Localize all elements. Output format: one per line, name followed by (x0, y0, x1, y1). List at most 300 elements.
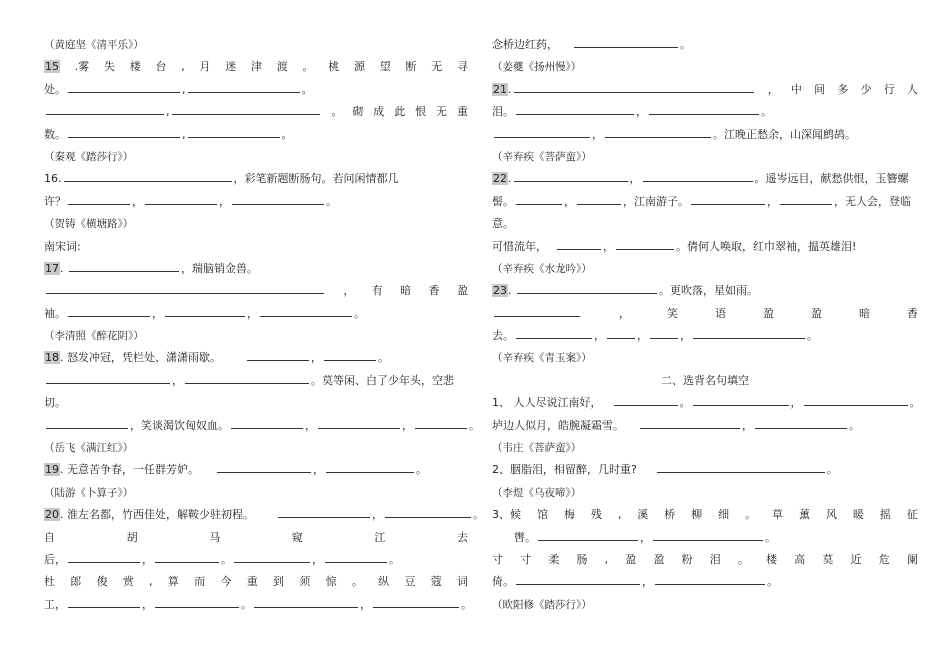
spaced-char: 粉 (681, 552, 693, 566)
spaced-char: 寸 (520, 552, 532, 566)
answer-blank[interactable] (514, 81, 754, 93)
answer-blank[interactable] (46, 103, 164, 115)
q20-text: 工， (44, 597, 66, 611)
q23-text: ， (680, 329, 691, 343)
spaced-char: 莫 (822, 552, 834, 566)
s3-text: 。 (765, 530, 776, 544)
q16-number: 16. (44, 172, 62, 186)
answer-blank[interactable] (172, 103, 320, 115)
spaced-char: 柔 (548, 552, 560, 566)
spaced-char: 暗 (859, 306, 870, 320)
q21-text: ， (636, 105, 647, 119)
q16-line1 (44, 168, 468, 190)
spaced-char: 少 (860, 82, 872, 96)
answer-blank[interactable] (232, 193, 324, 205)
answer-blank[interactable] (373, 596, 459, 608)
q18-text: ，笑谈渴饮匈奴血。 (130, 418, 229, 432)
q17-text: ， (152, 306, 163, 320)
answer-blank[interactable] (278, 506, 370, 518)
left-column (44, 34, 484, 616)
answer-blank[interactable] (217, 461, 311, 473)
answer-blank[interactable] (46, 417, 128, 429)
s1-text: ， (790, 396, 802, 410)
spaced-char: 。 (745, 508, 757, 522)
q20-text: 。 (473, 508, 484, 522)
q17-text: 。 (354, 306, 365, 320)
q16-text: ， (132, 194, 143, 208)
answer-blank[interactable] (260, 305, 352, 317)
q15-text: 。 (301, 82, 313, 96)
spaced-char: 近 (850, 552, 862, 566)
spaced-char: 有 (371, 284, 383, 298)
q17-text: ，瑞脑销金兽。 (181, 261, 258, 275)
source-qingpingle: （黄庭坚《清平乐》） (44, 39, 144, 51)
spaced-char: 迷 (225, 60, 237, 74)
spaced-char: 寻 (457, 60, 468, 74)
spaced-char: 柳 (691, 508, 703, 522)
spaced-char: .雾 (74, 60, 90, 74)
q18-line1 (44, 347, 468, 369)
spaced-char: 语 (715, 306, 726, 320)
s2-line (492, 459, 918, 481)
spaced-char: 摇 (879, 508, 891, 522)
spaced-char: 间 (814, 82, 826, 96)
q22-text: ，江南游子。 (623, 194, 689, 208)
spaced-char: 失 (104, 60, 115, 74)
q18-text: 。莫等闲、白了少年头，空悲 (311, 373, 454, 387)
spaced-char: 香 (907, 306, 918, 320)
q17-line3 (44, 303, 468, 325)
s3-text: ， (642, 575, 653, 589)
s3-line1 (492, 504, 918, 526)
spaced-char: 笑 (667, 306, 678, 320)
q23-text: ， (594, 329, 605, 343)
answer-blank[interactable] (614, 394, 678, 406)
spaced-char: 今 (220, 575, 232, 589)
q15-line1 (44, 56, 468, 78)
q20-text: ， (360, 597, 371, 611)
spaced-char: 津 (251, 60, 262, 74)
source-wuyeti: （李煜《乌夜啼》） (492, 486, 582, 499)
spaced-char: 赏 (122, 575, 134, 589)
s1-text: 。 (909, 396, 921, 410)
q23-text: 。 (807, 329, 818, 343)
q15-text: 处。 (44, 82, 66, 96)
spaced-char: 蔻 (430, 575, 442, 589)
q20-text: 念桥边红药， (492, 38, 558, 51)
spaced-char: 而 (194, 575, 206, 589)
spaced-char: 郎 (70, 575, 82, 589)
answer-blank[interactable] (538, 529, 638, 541)
s1-text: 垆边人似月，皓腕凝霜雪。 (492, 418, 624, 432)
spaced-char: 断 (405, 60, 417, 74)
q21-text: 。 (761, 105, 772, 119)
q23-line3 (492, 325, 918, 347)
answer-blank[interactable] (185, 372, 309, 384)
q22-text: 可惜流年， (492, 239, 547, 253)
spaced-char: 胡 (126, 530, 138, 544)
q18-text: ， (172, 373, 183, 387)
q23-line2 (492, 303, 918, 325)
answer-blank[interactable] (155, 551, 219, 563)
q19-text: . 无意苦争春，一任群芳妒。 (60, 463, 199, 477)
spaced-char: 自 (44, 530, 55, 544)
spaced-char: 盈 (811, 306, 822, 320)
spaced-char: 重 (456, 105, 468, 119)
q22-text: 。倩何人唤取，红巾翠袖，揾英雄泪! (676, 239, 857, 253)
q16-text: ， (219, 194, 230, 208)
spaced-char: 源 (354, 60, 365, 74)
q22-line2 (492, 191, 918, 213)
q17-text: ， (247, 306, 258, 320)
spaced-char: 桥 (664, 508, 676, 522)
q19-text: ， (313, 463, 324, 477)
answer-blank[interactable] (516, 327, 592, 339)
spaced-char: 中 (790, 82, 802, 96)
q23-text: 。更吹落，星如雨。 (659, 284, 758, 298)
spaced-char: 梅 (563, 508, 575, 522)
answer-blank[interactable] (68, 551, 140, 563)
answer-blank[interactable] (247, 349, 309, 361)
q20-line4 (44, 571, 468, 593)
q19-line (44, 459, 468, 481)
answer-blank[interactable] (605, 126, 711, 138)
s3-line4 (492, 571, 918, 593)
answer-blank[interactable] (68, 193, 130, 205)
q15-line4 (44, 124, 468, 146)
s1-line2 (492, 415, 918, 437)
spaced-char: 无 (431, 60, 443, 74)
q22-text: ， (564, 194, 575, 208)
q15-text: , (182, 82, 186, 96)
spaced-char: 暖 (852, 508, 864, 522)
q18-line3: 切。 (44, 396, 66, 410)
source-qingyuan: （辛弃疾《青玉案》） (492, 352, 592, 365)
q21-text: 。江晚正愁余，山深闻鹧鸪。 (713, 127, 856, 141)
spaced-char: 此 (394, 105, 406, 119)
spaced-char: 人 (906, 82, 918, 96)
q19-number: 19 (45, 463, 59, 477)
s1-text: 1、 人人尽说江南好， (492, 396, 602, 410)
answer-blank[interactable] (234, 551, 310, 563)
q23-text: ， (637, 329, 648, 343)
answer-blank[interactable] (324, 349, 376, 361)
spaced-char: 暗 (400, 284, 412, 298)
s1-text: ， (742, 418, 753, 432)
source-hengtanglu: （贺铸《横塘路》） (44, 218, 134, 231)
source-pusaman-wei: （韦庄《菩萨蛮》） (492, 442, 582, 455)
spaced-char: 词 (457, 575, 468, 589)
q16-text: ，彩笔新题断肠句。若问闲情都几 (233, 172, 399, 186)
spaced-char: 砌 (352, 105, 364, 119)
q20-text: 。 (241, 597, 252, 611)
answer-blank[interactable] (188, 126, 280, 138)
answer-blank[interactable] (607, 327, 635, 339)
answer-blank[interactable] (231, 417, 303, 429)
answer-blank[interactable] (165, 305, 245, 317)
q22-line4 (492, 236, 918, 258)
spaced-char: 寸 (492, 552, 503, 566)
q18-text: ， (305, 418, 316, 432)
q18-text: ， (311, 351, 322, 365)
s3-text: 倚。 (492, 575, 514, 589)
answer-blank[interactable] (577, 193, 621, 205)
q18-line2 (44, 370, 468, 392)
spaced-char: , (181, 60, 185, 74)
spaced-char: 盈 (763, 306, 774, 320)
spaced-char: 溪 (637, 508, 649, 522)
answer-blank[interactable] (68, 596, 140, 608)
q22-line3: 意。 (492, 217, 514, 231)
spaced-char: 盈 (456, 284, 468, 298)
answer-blank[interactable] (653, 529, 763, 541)
q15-text: 。 (281, 127, 293, 141)
answer-blank[interactable] (693, 327, 805, 339)
source-yangzhoumam: （姜夔《扬州慢》） (492, 61, 582, 74)
q23-text: 去。 (492, 329, 514, 343)
spaced-char: 月 (199, 60, 211, 74)
q20-line1 (44, 504, 484, 526)
spaced-char: 惊 (325, 575, 337, 589)
answer-blank[interactable] (693, 394, 789, 406)
answer-blank[interactable] (69, 260, 179, 272)
q22-line1: 22. ， 。遥岑远目，献愁供恨，玉簪螺 (493, 172, 909, 186)
q16-text: 许？ (44, 194, 66, 208)
q21-number: 21 (493, 82, 507, 96)
spaced-char: 行 (883, 82, 895, 96)
q20-text: ， (372, 508, 383, 522)
spaced-char: 马 (209, 530, 221, 544)
spaced-char: 馆 (536, 508, 548, 522)
answer-blank[interactable] (46, 372, 170, 384)
spaced-char: 台 (155, 60, 167, 74)
answer-blank[interactable] (691, 193, 765, 205)
answer-blank[interactable] (68, 126, 180, 138)
spaced-char: 豆 (404, 575, 416, 589)
q23-number: 23 (493, 284, 507, 298)
q21-text: ， (592, 127, 603, 141)
q17-line2 (44, 280, 468, 302)
q15-text: , (182, 127, 186, 141)
spaced-char: 征 (906, 508, 918, 522)
q19-text: 。 (416, 463, 427, 477)
q20-text: 。 (221, 552, 232, 566)
spaced-char: 算 (167, 575, 179, 589)
answer-blank[interactable] (415, 417, 467, 429)
spaced-char: 楼 (766, 552, 778, 566)
answer-blank[interactable] (655, 573, 765, 585)
answer-blank[interactable] (616, 238, 674, 250)
spaced-char: 去 (456, 530, 468, 544)
q17-text: 袖。 (44, 306, 66, 320)
answer-blank[interactable] (46, 282, 324, 294)
spaced-char: 望 (379, 60, 391, 74)
source-manjianghong: （岳飞《满江红》） (44, 442, 134, 455)
q20-line2 (44, 527, 468, 549)
answer-blank[interactable] (68, 81, 180, 93)
s3-text: 。 (767, 575, 778, 589)
q20-text: 。 (461, 597, 472, 611)
answer-blank[interactable] (755, 417, 847, 429)
source-tashaxing-ouyang: （欧阳修《踏莎行》） (492, 598, 592, 611)
q21-line2 (492, 101, 918, 123)
spaced-char: ， (343, 284, 355, 298)
answer-blank[interactable] (780, 193, 832, 205)
spaced-char: 杜 (44, 575, 55, 589)
q16-line2 (44, 191, 468, 213)
answer-blank[interactable] (650, 327, 678, 339)
s2-text: 2、胭脂泪，相留醉，几时重? (492, 463, 637, 477)
q22-text: ，无人会，登临 (834, 194, 911, 208)
right-column (492, 34, 921, 616)
spaced-char: 3、候 (492, 508, 521, 522)
section-nansong: 南宋词: (44, 239, 81, 253)
s3-text: 辔。 (514, 530, 536, 544)
spaced-char: 。 (351, 575, 363, 589)
spaced-char: 香 (428, 284, 440, 298)
answer-blank[interactable] (557, 238, 601, 250)
spaced-char: 阑 (906, 552, 918, 566)
spaced-char: 草 (772, 508, 784, 522)
s3-line2 (492, 527, 918, 549)
spaced-char: 。 (302, 60, 314, 74)
answer-blank[interactable] (68, 305, 150, 317)
spaced-char: 渡 (276, 60, 288, 74)
s1-text: 。 (679, 396, 691, 410)
spaced-char: 重 (246, 575, 258, 589)
answer-blank[interactable] (385, 506, 471, 518)
spaced-char: 多 (837, 82, 849, 96)
q20-text: 。 (389, 552, 400, 566)
answer-blank[interactable] (494, 305, 580, 317)
source-busuanzi: （陆游《卜算子》） (44, 486, 134, 499)
spaced-char: 恨 (415, 105, 427, 119)
answer-blank[interactable] (657, 461, 825, 473)
q15-number: 15 (45, 60, 59, 74)
answer-blank[interactable] (188, 81, 300, 93)
s3-line3 (492, 549, 918, 571)
q18-text: 。 (469, 418, 480, 432)
answer-blank[interactable] (574, 36, 678, 48)
q15-line3 (44, 101, 468, 123)
source-zuihuayin: （李清照《醉花阴》） (44, 330, 144, 343)
q17-line1: 17. ，瑞脑销金兽。 (45, 261, 258, 275)
q20-line5 (44, 594, 472, 616)
q20-text: ， (142, 597, 153, 611)
q18-text: . 怒发冲冠，凭栏处、潇潇雨歇。 (60, 351, 221, 365)
q22-number: 22 (493, 172, 507, 186)
section2-title: 二、选背名句填空 (661, 373, 749, 387)
answer-blank[interactable] (494, 126, 590, 138)
q22-text: 髻。 (492, 194, 514, 208)
q23-line1: 23. 。更吹落，星如雨。 (493, 284, 758, 298)
source-shuilongyin: （辛弃疾《水龙吟》） (492, 262, 592, 275)
spaced-char: 肠 (576, 552, 588, 566)
q18-line4 (44, 415, 480, 437)
spaced-char: 盈 (653, 552, 665, 566)
s1-line1 (492, 392, 921, 414)
spaced-char: , (149, 575, 153, 589)
q18-number: 18 (45, 351, 59, 365)
q22-text: 。遥岑远目，献愁供恨，玉簪螺 (754, 172, 909, 186)
r-line1 (492, 34, 918, 56)
q22-text: ， (629, 172, 641, 186)
spaced-char: 江 (374, 530, 386, 544)
q17-number: 17 (45, 261, 59, 275)
spaced-char: , (604, 552, 609, 566)
q21-line3 (492, 124, 918, 146)
answer-blank[interactable] (325, 551, 387, 563)
answer-blank[interactable] (516, 573, 640, 585)
spaced-char: 俊 (96, 575, 108, 589)
spaced-char: 危 (878, 552, 890, 566)
q21-line1: 21. ， 中 间 多 少 行 人 (492, 79, 918, 101)
s2-text: 。 (826, 463, 838, 477)
answer-blank[interactable] (514, 170, 628, 182)
q20-text: . 淮左名都，竹西佳处，解鞍少驻初程。 (60, 508, 254, 522)
answer-blank[interactable] (804, 394, 908, 406)
q20-text: 。 (680, 38, 691, 51)
answer-blank[interactable] (517, 282, 657, 294)
spaced-char: 盈 (625, 552, 637, 566)
spaced-char: 。 (737, 552, 749, 566)
spaced-char: 细 (718, 508, 730, 522)
q15-text: 数。 (44, 127, 66, 141)
answer-blank[interactable] (326, 461, 414, 473)
q18-text: ， (402, 418, 413, 432)
q15-text: , (166, 105, 170, 119)
answer-blank[interactable] (643, 170, 753, 182)
answer-blank[interactable] (155, 596, 239, 608)
s3-text: ， (640, 530, 651, 544)
s1-text: 。 (849, 418, 860, 432)
q20-number: 20 (45, 508, 59, 522)
spaced-char: , (617, 508, 622, 522)
q22-text: ， (603, 239, 614, 253)
answer-blank[interactable] (145, 193, 217, 205)
spaced-char: 纵 (378, 575, 390, 589)
spaced-char: 须 (299, 575, 311, 589)
spaced-char: 。 (331, 105, 343, 119)
answer-blank[interactable] (640, 417, 740, 429)
spaced-char: 楼 (129, 60, 141, 74)
spaced-char: 无 (436, 105, 448, 119)
spaced-char: 到 (273, 575, 285, 589)
q20-text: ， (142, 552, 153, 566)
q18-text: 。 (378, 351, 389, 365)
spaced-char: 高 (794, 552, 806, 566)
q22-text: ， (767, 194, 778, 208)
answer-blank[interactable] (649, 103, 759, 115)
spaced-char: ， (619, 306, 630, 320)
spaced-char: 成 (373, 105, 385, 119)
answer-blank[interactable] (254, 596, 358, 608)
answer-blank[interactable] (516, 193, 562, 205)
q16-text: 。 (326, 194, 337, 208)
answer-blank[interactable] (516, 103, 634, 115)
spaced-char: 窥 (291, 530, 303, 544)
q21-text: 泪。 (492, 105, 514, 119)
source-tashaxing-qin: （秦观《踏莎行》） (44, 150, 134, 163)
spaced-char: 薰 (798, 508, 810, 522)
q20-text: ， (312, 552, 323, 566)
answer-blank[interactable] (64, 170, 232, 182)
spaced-char: ， (767, 82, 779, 96)
spaced-char: 残 (590, 508, 602, 522)
spaced-char: 风 (825, 508, 837, 522)
answer-blank[interactable] (318, 417, 400, 429)
spaced-char: 泪 (709, 552, 721, 566)
